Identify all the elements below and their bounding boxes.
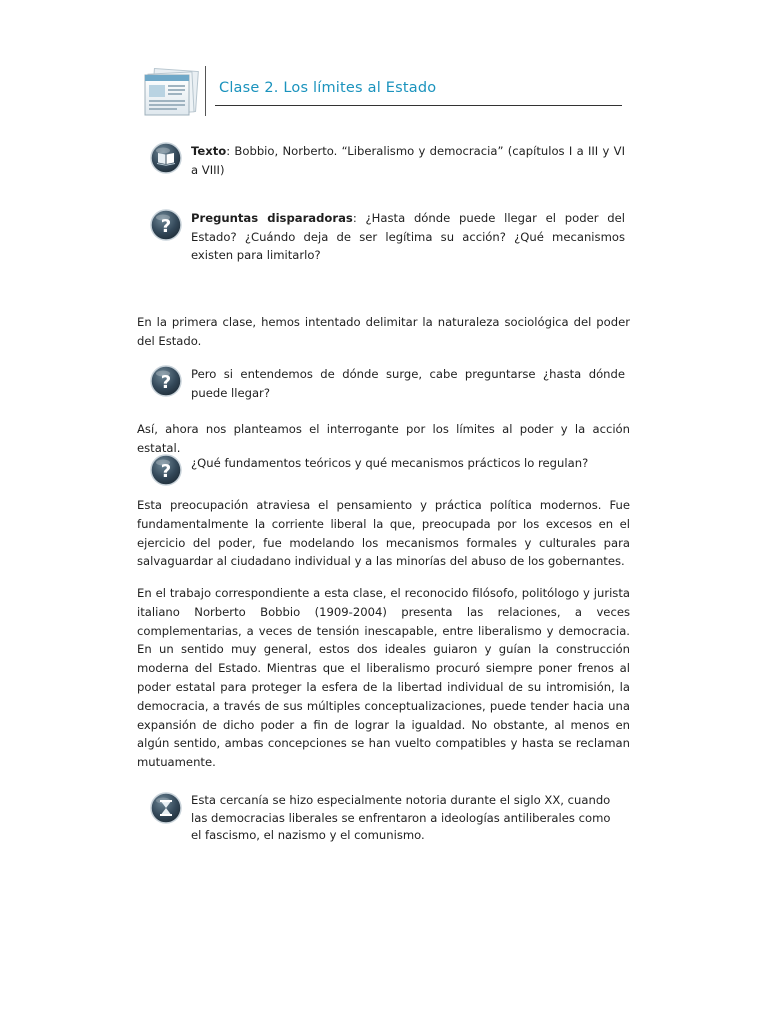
document-pages-icon: [141, 68, 199, 118]
hourglass-icon: [150, 792, 182, 824]
paragraph-3: Esta preocupación atraviesa el pensamiento y práctica política modernos. Fue fundamentalmente la corriente liberal la que, preocupada por los excesos en el ejercicio del poder, fue modelando los mecanismos formales y culturales para salvaguardar al ciudadano individual y a las minorías del abuso de los gobernantes.: [137, 498, 630, 569]
reading-label: Texto: [191, 144, 227, 158]
book-icon: [150, 142, 182, 174]
header-divider: [205, 66, 206, 116]
page-title: Clase 2. Los límites al Estado: [219, 80, 437, 96]
question-block-2: [150, 365, 625, 405]
paragraph-2: Así, ahora nos planteamos el interrogante por los límites al poder y la acción estatal.: [137, 422, 630, 455]
history-note-block: [150, 792, 625, 848]
trigger-questions-label: Preguntas disparadoras: [191, 211, 353, 225]
question-block-3: [150, 454, 625, 486]
svg-text:?: ?: [160, 461, 172, 482]
question-icon: [150, 209, 182, 241]
history-note-text: Esta cercanía se hizo especialmente notoria durante el siglo XX, cuando las democracias liberales se enfrentaron a ideologías antiliberales como el fascismo, el nazismo y el comunismo.: [191, 793, 611, 842]
question-text-3: ¿Qué fundamentos teóricos y qué mecanismos prácticos lo regulan?: [191, 456, 589, 470]
question-text-2: Pero si entendemos de dónde surge, cabe preguntarse ¿hasta dónde puede llegar?: [191, 367, 625, 400]
trigger-questions-text: [191, 209, 625, 265]
reading-block: [150, 142, 625, 182]
question-icon: [150, 454, 182, 486]
reading-text: [191, 142, 625, 179]
question-icon: [150, 365, 182, 397]
trigger-questions-body: : ¿Hasta dónde puede llegar el poder del Estado? ¿Cuándo deja de ser legítima su acción? ¿Qué mecanismos existen para limitarlo?: [191, 211, 625, 262]
trigger-questions-block: [150, 209, 625, 267]
paragraph-4: En el trabajo correspondiente a esta clase, el reconocido filósofo, politólogo y jurista italiano Norberto Bobbio (1909-2004) presenta las relaciones, a veces complementarias, a veces de tensión inescapable, entre liberalismo y democracia. En un sentido muy general, estos dos ideales guiaron y guían la construcción moderna del Estado. Mientras que el liberalismo procuró siempre poner frenos al poder estatal para proteger la esfera de la libertad individual de su intromisión, la democracia, a través de sus múltiples conceptualizaciones, puede tender hacia una expansión de dicho poder a fin de lograr la igualdad. No obstante, al menos en algún sentido, ambas concepciones se han vuelto compatibles y hasta se reclaman mutuamente.: [137, 586, 630, 770]
paragraph-1: En la primera clase, hemos intentado delimitar la naturaleza sociológica del poder del Estado.: [137, 315, 630, 348]
svg-text:?: ?: [160, 216, 172, 237]
svg-text:?: ?: [160, 372, 172, 393]
reading-reference: : Bobbio, Norberto. “Liberalismo y democracia” (capítulos I a III y VI a VIII): [191, 144, 625, 177]
title-underline: [215, 105, 622, 106]
